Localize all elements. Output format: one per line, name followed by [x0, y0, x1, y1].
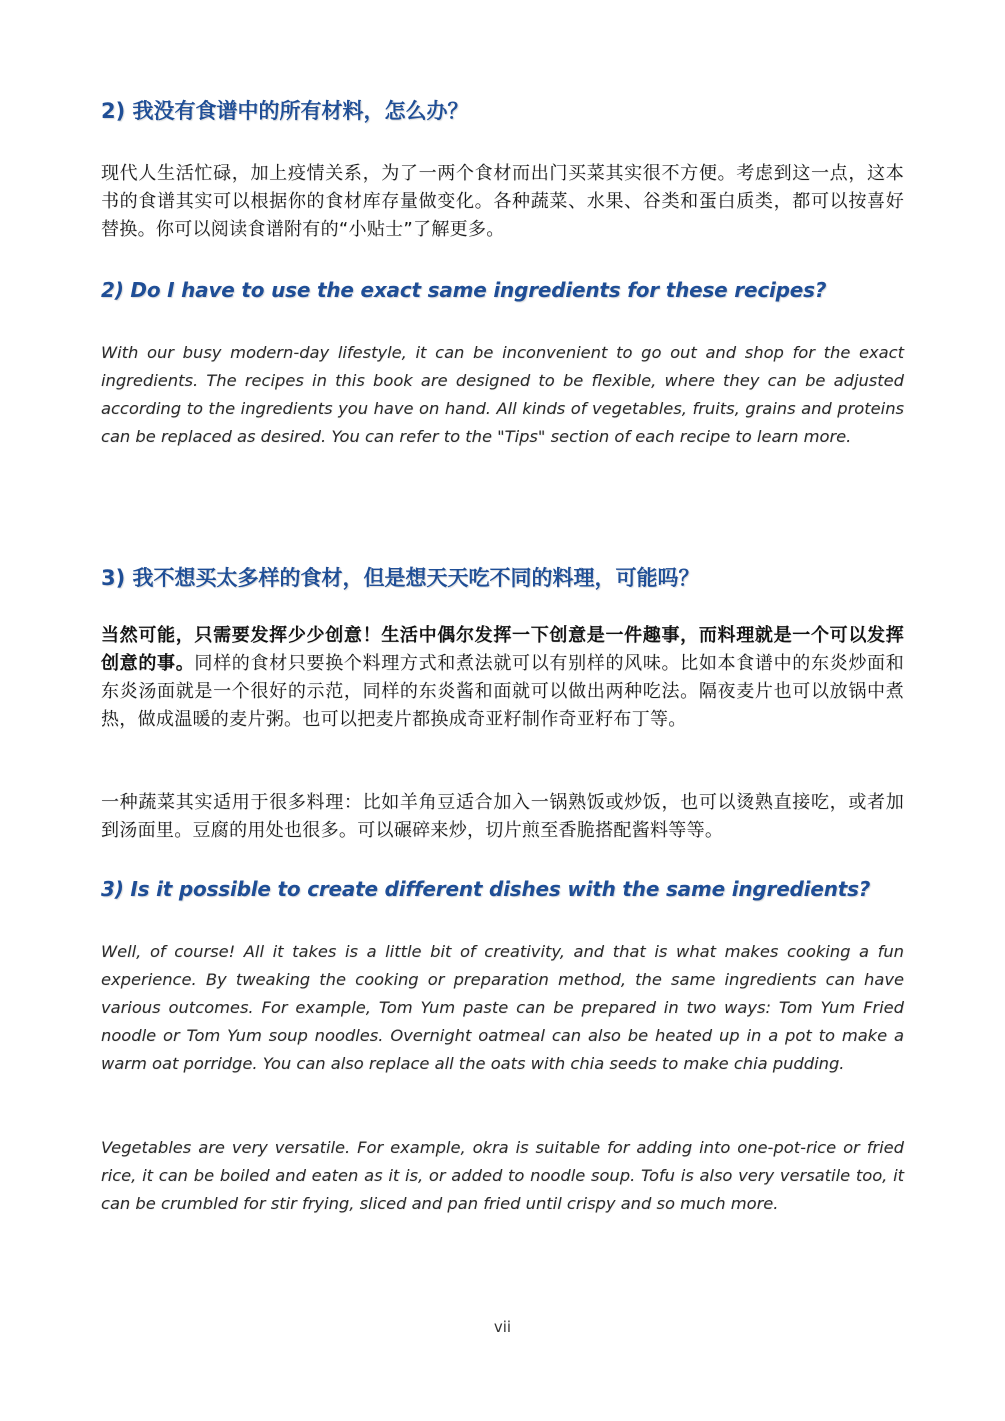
- zh-paragraph-3: [101, 622, 904, 734]
- zh-paragraph-3b: 一种蔬菜其实适用于很多料理：比如羊角豆适合加入一锅熟饭或炒饭，也可以烫熟直接吃，或者加到汤面里。豆腐的用处也很多。可以碾碎来炒，切片煎至香脆搭配酱料等等。: [101, 792, 904, 841]
- en-paragraph-3b: Vegetables are very versatile. For example, okra is suitable for adding into one-pot-rice or fried rice, it can be boiled and eaten as it is, or added to noodle soup. Tofu is also very versatile too, it can be crumbled for stir frying, sliced and pan fried until crispy and so much more.: [101, 1138, 904, 1213]
- zh-heading-3: 3) 我不想买太多样的食材，但是想天天吃不同的料理，可能吗？: [101, 566, 700, 590]
- zh-paragraph-3-bold: 当然可能，只需要发挥少少创意！生活中偶尔发挥一下创意是一件趣事，而料理就是一个可以发挥创意的事。: [101, 625, 904, 674]
- en-heading-3: 3) Is it possible to create different dishes with the same ingredients?: [101, 877, 871, 901]
- en-paragraph-3: Well, of course! All it takes is a little bit of creativity, and that is what makes cooking a fun experience. By tweaking the cooking or preparation method, the same ingredients can have various outcomes. For example, Tom Yum paste can be prepared in two ways: Tom Yum Fried noodle or Tom Yum soup noodles. Overnight oatmeal can also be heated up in a pot to make a warm oat porridge. You can also replace all the oats with chia seeds to make chia pudding.: [101, 942, 904, 1073]
- en-paragraph-2: With our busy modern-day lifestyle, it can be inconvenient to go out and shop for the exact ingredients. The recipes in this book are designed to be flexible, where they can be adjusted according to the ingredients you have on hand. All kinds of vegetables, fruits, grains and proteins can be replaced as desired. You can refer to the "Tips" section of each recipe to learn more.: [101, 343, 904, 446]
- page-number: vii: [493, 1318, 512, 1336]
- zh-heading-2: 2) 我没有食谱中的所有材料，怎么办？: [101, 99, 469, 123]
- zh-paragraph-3-rest: 同样的食材只要换个料理方式和煮法就可以有别样的风味。比如本食谱中的东炎炒面和东炎汤面就是一个很好的示范，同样的东炎酱和面就可以做出两种吃法。隔夜麦片也可以放锅中煮热，做成温暖的麦片粥。也可以把麦片都换成奇亚籽制作奇亚籽布丁等。: [101, 653, 904, 730]
- en-heading-2: 2) Do I have to use the exact same ingredients for these recipes?: [101, 278, 827, 302]
- zh-paragraph-2: 现代人生活忙碌，加上疫情关系，为了一两个食材而出门买菜其实很不方便。考虑到这一点，这本书的食谱其实可以根据你的食材库存量做变化。各种蔬菜、水果、谷类和蛋白质类，都可以按喜好替换。你可以阅读食谱附有的“小贴士”了解更多。: [101, 163, 904, 240]
